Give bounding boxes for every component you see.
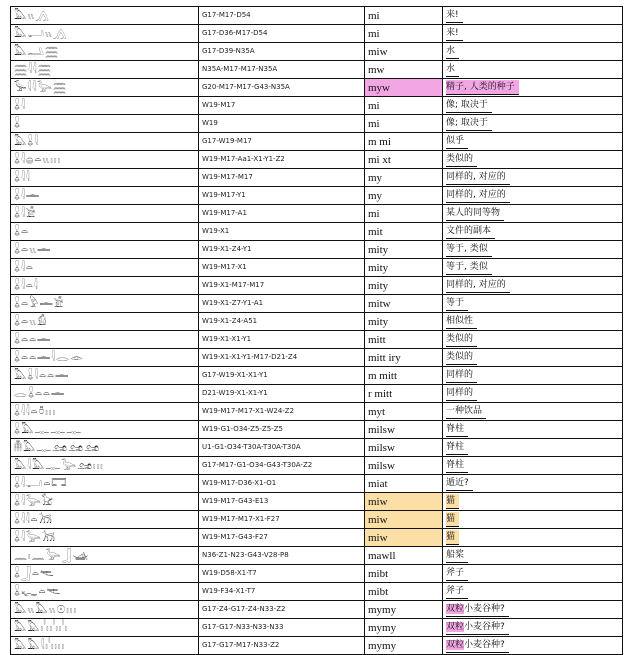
gardiner-code-cell: W19-X1-Z7-Y1-A1 <box>199 295 365 313</box>
gardiner-code-cell: G17-W19-X1-X1-Y1 <box>199 367 365 385</box>
table-row <box>11 403 623 421</box>
transliteration-cell: mymy <box>365 619 443 637</box>
table-row <box>11 439 623 457</box>
meaning-text: 猫 <box>446 512 459 527</box>
meaning-cell <box>443 421 623 439</box>
meaning-cell <box>443 637 623 655</box>
hieroglyph-cell: 𓏇𓇋𓀀 <box>11 205 199 223</box>
meaning-text: 同样的 <box>446 386 477 401</box>
hieroglyph-cell: 𓄟𓅓𓊃𓃭𓃭𓃭 <box>11 439 199 457</box>
meaning-text: 像; 取决于 <box>446 98 492 113</box>
meaning-text: 船桨 <box>446 548 468 563</box>
transliteration-cell: my <box>365 187 443 205</box>
gardiner-code-cell: U1-G1-O34-T30A-T30A-T30A <box>199 439 365 457</box>
transliteration-cell: mw <box>365 61 443 79</box>
meaning-cell <box>443 169 623 187</box>
hieroglyph-cell: 𓏇𓇋𓏏 <box>11 259 199 277</box>
hieroglyph-cell: 𓏇𓇋𓇋𓏏𓃡 <box>11 511 199 529</box>
meaning-cell <box>443 619 623 637</box>
transliteration-cell: mawll <box>365 547 443 565</box>
hieroglyph-cell: 𓅓𓂢𓈗 <box>11 43 199 61</box>
transliteration-cell: mi <box>365 25 443 43</box>
gardiner-code-cell: W19-X1 <box>199 223 365 241</box>
table-row <box>11 187 623 205</box>
transliteration-cell: myw <box>365 79 443 97</box>
gardiner-code-cell: N36-Z1-N23-G43-V28-P8 <box>199 547 365 565</box>
hieroglyph-cell: 𓏇𓇋𓐍𓏏𓏭𓏥 <box>11 151 199 169</box>
gardiner-code-cell: W19-X1-Z4-A51 <box>199 313 365 331</box>
hieroglyph-cell: 𓅓𓏭𓂻 <box>11 7 199 25</box>
gardiner-code-cell: W19-X1-Z4-Y1 <box>199 241 365 259</box>
highlight-span: 双粒 <box>446 622 465 632</box>
meaning-cell <box>443 259 623 277</box>
meaning-cell <box>443 7 623 25</box>
table-row <box>11 151 623 169</box>
transliteration-cell: mit <box>365 223 443 241</box>
hieroglyph-cell: 𓏇𓇋𓇋 <box>11 169 199 187</box>
meaning-text: 类似的 <box>446 350 477 365</box>
transliteration-cell: mibt <box>365 583 443 601</box>
table-row <box>11 457 623 475</box>
meaning-cell <box>443 475 623 493</box>
hieroglyph-cell: 𓏇𓇋𓏛 <box>11 187 199 205</box>
table-row <box>11 97 623 115</box>
meaning-text: 同样的, 对应的 <box>446 170 510 185</box>
highlight-span: 双粒 <box>446 640 465 650</box>
meaning-text: 双粒小麦谷种? <box>446 620 509 635</box>
dictionary-page <box>10 6 622 655</box>
meaning-cell <box>443 223 623 241</box>
transliteration-cell: m mi <box>365 133 443 151</box>
meaning-text: 猫 <box>446 530 459 545</box>
table-row <box>11 529 623 547</box>
gardiner-code-cell: G17-D39-N35A <box>199 43 365 61</box>
transliteration-cell: mitt <box>365 331 443 349</box>
transliteration-cell: mity <box>365 277 443 295</box>
table-row <box>11 349 623 367</box>
transliteration-cell: mitw <box>365 295 443 313</box>
gardiner-code-cell: W19-M17-M17-X1-F27 <box>199 511 365 529</box>
hieroglyph-cell: 𓏇𓏏𓏏𓏛 <box>11 331 199 349</box>
hieroglyph-cell: 𓅓𓇋𓅓𓊃𓅬𓃭𓏥 <box>11 457 199 475</box>
meaning-text: 某人的同等物 <box>446 206 504 221</box>
hieroglyph-cell: 𓅓𓏇𓇋 <box>11 133 199 151</box>
meaning-cell <box>443 547 623 565</box>
table-row <box>11 43 623 61</box>
table-row <box>11 7 623 25</box>
table-row <box>11 133 623 151</box>
hieroglyph-cell: 𓏇𓏏𓅱𓏛𓀀 <box>11 295 199 313</box>
transliteration-cell: milsw <box>365 421 443 439</box>
meaning-text: 似乎 <box>446 134 468 149</box>
transliteration-cell: miw <box>365 529 443 547</box>
meaning-cell <box>443 115 623 133</box>
transliteration-cell: myt <box>365 403 443 421</box>
transliteration-cell: mibt <box>365 565 443 583</box>
meaning-cell <box>443 601 623 619</box>
gardiner-code-cell: W19-M17-Aa1-X1-Y1-Z2 <box>199 151 365 169</box>
gardiner-code-cell: G17-G17-M17-N33-Z2 <box>199 637 365 655</box>
table-row <box>11 367 623 385</box>
meaning-text: 同样的, 对应的 <box>446 278 510 293</box>
gardiner-code-cell: G17-G17-N33-N33-N33 <box>199 619 365 637</box>
gardiner-code-cell: G17-Z4-G17-Z4-N33-Z2 <box>199 601 365 619</box>
meaning-cell <box>443 403 623 421</box>
hieroglyph-cell: 𓅚𓇋𓇋𓅬𓈗 <box>11 79 199 97</box>
transliteration-cell: milsw <box>365 439 443 457</box>
transliteration-cell: miw <box>365 43 443 61</box>
hieroglyph-cell: 𓏇𓏏𓏭𓀁 <box>11 313 199 331</box>
meaning-cell <box>443 205 623 223</box>
meaning-cell <box>443 583 623 601</box>
transliteration-cell: mi xt <box>365 151 443 169</box>
meaning-cell <box>443 277 623 295</box>
meaning-text: 等于, 类似 <box>446 260 492 275</box>
table-row <box>11 115 623 133</box>
gardiner-code-cell: W19-D58-X1-T7 <box>199 565 365 583</box>
meaning-cell <box>443 61 623 79</box>
transliteration-cell: milsw <box>365 457 443 475</box>
meaning-text: 等于, 类似 <box>446 242 492 257</box>
table-row <box>11 421 623 439</box>
meaning-cell <box>443 439 623 457</box>
hieroglyph-cell: 𓏇𓏏 <box>11 223 199 241</box>
hieroglyph-cell: 𓏇𓇋𓏏𓇋 <box>11 277 199 295</box>
transliteration-cell: m mitt <box>365 367 443 385</box>
hieroglyph-cell: 𓏇𓆑𓏏𓌻 <box>11 583 199 601</box>
table-row <box>11 79 623 97</box>
transliteration-cell: r mitt <box>365 385 443 403</box>
meaning-text: 水 <box>446 44 459 59</box>
hieroglyph-cell: 𓅓𓂝𓏭𓂻 <box>11 25 199 43</box>
hieroglyph-cell: 𓅓𓅓𓏨𓏨𓏨 <box>11 619 199 637</box>
table-row <box>11 619 623 637</box>
gardiner-code-cell: W19-X1-M17-M17 <box>199 277 365 295</box>
meaning-text: 猫 <box>446 494 459 509</box>
meaning-cell <box>443 331 623 349</box>
hieroglyph-cell: 𓏇𓇋𓂝𓏏𓉐 <box>11 475 199 493</box>
table-row <box>11 331 623 349</box>
hieroglyph-cell: 𓏇 <box>11 115 199 133</box>
table-row <box>11 259 623 277</box>
meaning-text: 斧子 <box>446 566 468 581</box>
hieroglyph-cell: 𓈖𓏤𓈖𓅬𓃀𓊛 <box>11 547 199 565</box>
meaning-cell <box>443 25 623 43</box>
hieroglyph-cell: 𓅓𓏭𓅓𓏭𓇳𓏥 <box>11 601 199 619</box>
table-body <box>11 7 623 655</box>
gardiner-code-cell: W19-F34-X1-T7 <box>199 583 365 601</box>
meaning-cell <box>443 187 623 205</box>
hieroglyph-cell: 𓏇𓇋𓇋𓏏𓏊𓏥 <box>11 403 199 421</box>
gardiner-code-cell: W19-M17 <box>199 97 365 115</box>
meaning-text: 脊柱 <box>446 458 468 473</box>
transliteration-cell: miw <box>365 493 443 511</box>
gardiner-code-cell: W19-M17-G43-F27 <box>199 529 365 547</box>
table-row <box>11 511 623 529</box>
transliteration-cell: mity <box>365 241 443 259</box>
table-row <box>11 385 623 403</box>
hieroglyph-cell: 𓏇𓇋 <box>11 97 199 115</box>
table-row <box>11 61 623 79</box>
meaning-text: 脊柱 <box>446 422 468 437</box>
gardiner-code-cell: W19-G1-O34-Z5-Z5-Z5 <box>199 421 365 439</box>
gardiner-code-cell: W19-M17-M17 <box>199 169 365 187</box>
meaning-text: 像; 取决于 <box>446 116 492 131</box>
transliteration-cell: mi <box>365 205 443 223</box>
gardiner-code-cell: W19-X1-X1-Y1 <box>199 331 365 349</box>
meaning-text: 遁近? <box>446 476 473 491</box>
meaning-cell <box>443 529 623 547</box>
gardiner-code-cell: W19 <box>199 115 365 133</box>
meaning-cell <box>443 457 623 475</box>
highlight-span: 双粒 <box>446 604 465 614</box>
transliteration-cell: mity <box>365 313 443 331</box>
table-row <box>11 493 623 511</box>
hieroglyph-cell: 𓏇𓃀𓏏𓌻 <box>11 565 199 583</box>
transliteration-cell: my <box>365 169 443 187</box>
gardiner-code-cell: W19-X1-X1-Y1-M17-D21-Z4 <box>199 349 365 367</box>
table-row <box>11 601 623 619</box>
gardiner-code-cell: G17-D36-M17-D54 <box>199 25 365 43</box>
meaning-text: 来! <box>446 26 463 41</box>
meaning-cell <box>443 241 623 259</box>
table-row <box>11 169 623 187</box>
meaning-cell <box>443 313 623 331</box>
hieroglyph-cell: 𓂋𓏇𓏏𓏏𓏛 <box>11 385 199 403</box>
meaning-text: 双粒小麦谷种? <box>446 602 509 617</box>
table-row <box>11 583 623 601</box>
meaning-text: 类似的 <box>446 332 477 347</box>
hieroglyph-cell: 𓅓𓅓𓇋𓏨𓏥 <box>11 637 199 655</box>
meaning-text: 双粒小麦谷种? <box>446 638 509 653</box>
hieroglyph-cell: 𓏇𓏏𓏏𓏛𓇋𓂋𓁹 <box>11 349 199 367</box>
table-row <box>11 205 623 223</box>
gardiner-code-cell: G17-M17-G1-O34-G43-T30A-Z2 <box>199 457 365 475</box>
meaning-text: 来! <box>446 8 463 23</box>
meaning-text: 相似性 <box>446 314 477 329</box>
hieroglyph-cell: 𓅓𓏇𓇋𓏏𓏏𓏛 <box>11 367 199 385</box>
transliteration-cell: miw <box>365 511 443 529</box>
meaning-cell <box>443 43 623 61</box>
hieroglyph-dictionary-table <box>10 6 623 655</box>
meaning-text: 同样的, 对应的 <box>446 188 510 203</box>
transliteration-cell: miat <box>365 475 443 493</box>
gardiner-code-cell: W19-M17-M17-X1-W24-Z2 <box>199 403 365 421</box>
table-row <box>11 637 623 655</box>
transliteration-cell: mi <box>365 7 443 25</box>
transliteration-cell: mi <box>365 97 443 115</box>
gardiner-code-cell: W19-M17-G43-E13 <box>199 493 365 511</box>
meaning-cell <box>443 133 623 151</box>
meaning-text: 一种饮品 <box>446 404 486 419</box>
hieroglyph-cell: 𓏇𓅓𓊃𓊃𓊃 <box>11 421 199 439</box>
hieroglyph-cell: 𓈗𓇋𓇋𓈗 <box>11 61 199 79</box>
meaning-text: 等于 <box>446 296 468 311</box>
gardiner-code-cell: W19-M17-D36-X1-O1 <box>199 475 365 493</box>
gardiner-code-cell: N35A-M17-M17-N35A <box>199 61 365 79</box>
table-row <box>11 565 623 583</box>
meaning-cell <box>443 349 623 367</box>
table-row <box>11 277 623 295</box>
meaning-text: 同样的 <box>446 368 477 383</box>
hieroglyph-cell: 𓏇𓇋𓅬𓃠 <box>11 493 199 511</box>
gardiner-code-cell: G20-M17-M17-G43-N35A <box>199 79 365 97</box>
meaning-cell <box>443 295 623 313</box>
meaning-text: 脊柱 <box>446 440 468 455</box>
hieroglyph-cell: 𓏇𓇋𓅬𓃡 <box>11 529 199 547</box>
meaning-cell <box>443 151 623 169</box>
transliteration-cell: mity <box>365 259 443 277</box>
transliteration-cell: mymy <box>365 601 443 619</box>
meaning-cell <box>443 79 623 97</box>
meaning-text: 文件的副本 <box>446 224 495 239</box>
hieroglyph-cell: 𓏇𓏏𓏭𓏛 <box>11 241 199 259</box>
meaning-text: 水 <box>446 62 459 77</box>
meaning-cell <box>443 493 623 511</box>
meaning-text: 斧子 <box>446 584 468 599</box>
table-row <box>11 547 623 565</box>
meaning-cell <box>443 565 623 583</box>
meaning-cell <box>443 511 623 529</box>
gardiner-code-cell: W19-M17-X1 <box>199 259 365 277</box>
transliteration-cell: mymy <box>365 637 443 655</box>
meaning-cell <box>443 385 623 403</box>
meaning-cell <box>443 367 623 385</box>
meaning-text: 精子, 人类的种子 <box>446 80 519 95</box>
table-row <box>11 223 623 241</box>
gardiner-code-cell: G17-M17-D54 <box>199 7 365 25</box>
table-row <box>11 241 623 259</box>
transliteration-cell: mitt iry <box>365 349 443 367</box>
meaning-cell <box>443 97 623 115</box>
gardiner-code-cell: G17-W19-M17 <box>199 133 365 151</box>
table-row <box>11 475 623 493</box>
table-row <box>11 295 623 313</box>
meaning-text: 类似的 <box>446 152 477 167</box>
table-row <box>11 313 623 331</box>
gardiner-code-cell: D21-W19-X1-X1-Y1 <box>199 385 365 403</box>
gardiner-code-cell: W19-M17-Y1 <box>199 187 365 205</box>
gardiner-code-cell: W19-M17-A1 <box>199 205 365 223</box>
table-row <box>11 25 623 43</box>
transliteration-cell: mi <box>365 115 443 133</box>
